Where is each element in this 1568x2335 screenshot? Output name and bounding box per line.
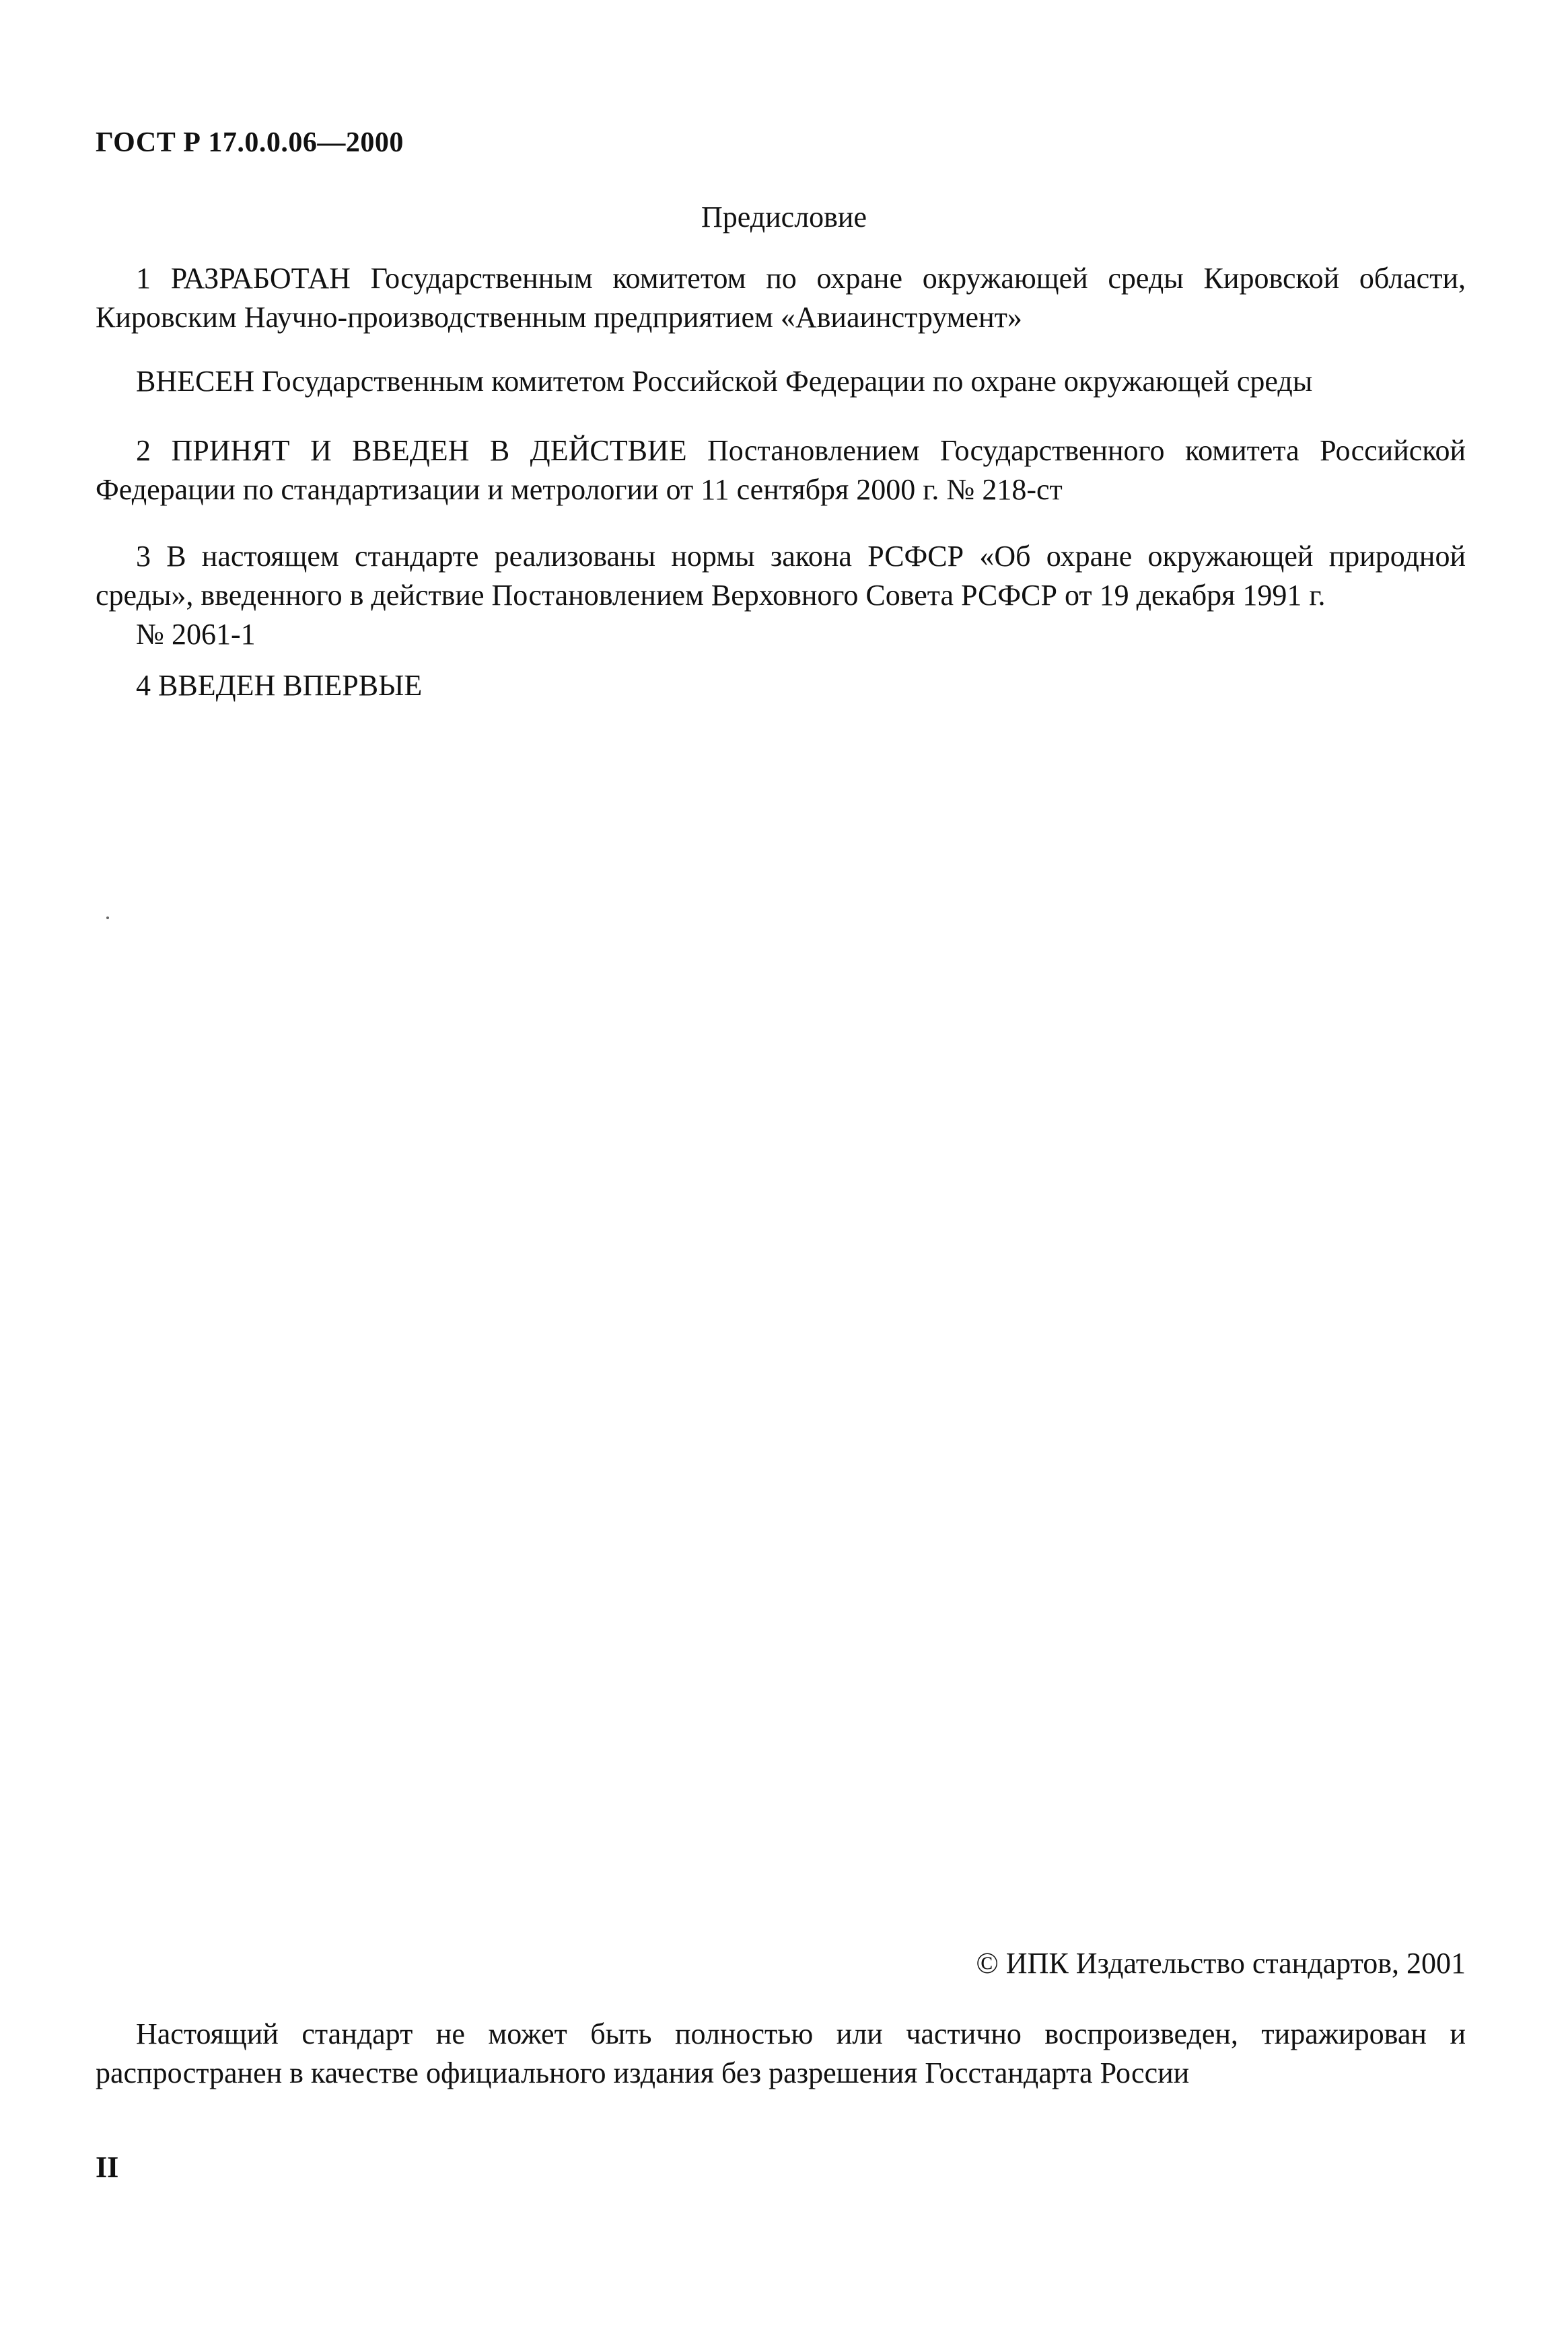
page-number: II [96, 2151, 119, 2184]
foreword-item-law-line-1: 3 В настоящем стандарте реализованы нормы закона РСФСР «Об охране окружающей природной [136, 540, 1466, 573]
foreword-item-law-line-3: № 2061-1 [136, 618, 256, 651]
foreword-item-law [96, 537, 1466, 654]
copyright-line: © ИПК Издательство стандартов, 2001 [976, 1947, 1466, 1980]
reproduction-notice [96, 2015, 1466, 2093]
foreword-item-first-introduced [96, 666, 1466, 705]
foreword-item-adopted-line-2: Федерации по стандартизации и метрологии от 11 сентября 2000 г. № 218-ст [96, 473, 1063, 506]
reproduction-notice-line-2: распространен в качестве официального издания без разрешения Госстандарта России [96, 2056, 1190, 2089]
foreword-item-introduced [96, 362, 1466, 401]
foreword-item-first-introduced-line-1: 4 ВВЕДЕН ВПЕРВЫЕ [136, 669, 423, 702]
reproduction-notice-line-1: Настоящий стандарт не может быть полностью или частично воспроизведен, тиражирован и [136, 2017, 1466, 2050]
foreword-title: Предисловие [701, 201, 867, 234]
foreword-item-introduced-line-1: ВНЕСЕН Государственным комитетом Российской Федерации по охране окружающей среды [136, 365, 1313, 398]
foreword-item-adopted-line-1: 2 ПРИНЯТ И ВВЕДЕН В ДЕЙСТВИЕ Постановлением Государственного комитета Российской [136, 434, 1466, 467]
standard-code: ГОСТ Р 17.0.0.06—2000 [96, 127, 404, 158]
foreword-item-adopted [96, 431, 1466, 509]
foreword-item-developed-line-1: 1 РАЗРАБОТАН Государственным комитетом по охране окружающей среды Кировской области, [136, 262, 1466, 295]
foreword-item-law-line-2: среды», введенного в действие Постановлением Верховного Совета РСФСР от 19 декабря 1991 г. [96, 579, 1326, 612]
foreword-item-developed-line-2: Кировским Научно-производственным предприятием «Авиаинструмент» [96, 301, 1022, 334]
foreword-item-developed [96, 259, 1466, 337]
scan-speck [106, 917, 109, 919]
